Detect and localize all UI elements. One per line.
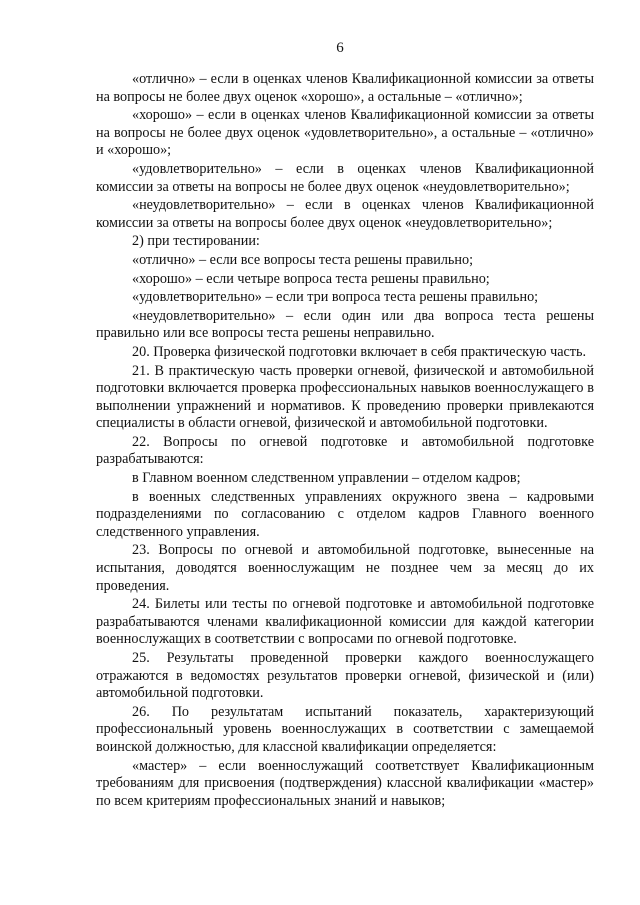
paragraph-grade-unsatisfactory-commission: «неудовлетворительно» – если в оценках членов Квалификационной комиссии за ответы на вопросы более двух оценок «неудовлетворительно»; [96,197,594,231]
paragraph-item-22-main-office: в Главном военном следственном управлении – отделом кадров; [132,470,521,487]
paragraph-item-26: 26. По результатам испытаний показатель, характеризующий профессиональный уровень военнослужащих в соответствии с замещаемой воинской должностью, для классной квалификации определяется: [96,703,594,755]
paragraph-testing-heading: 2) при тестировании: [132,233,260,250]
paragraph-master-criteria: «мастер» – если военнослужащий соответствует Квалификационным требованиям для присвоения (подтверждения) классной квалификации «мастер» по всем критериям профессиональных знаний и навыков; [96,757,594,809]
paragraph-grade-good-commission: «хорошо» – если в оценках членов Квалификационной комиссии за ответы на вопросы не более двух оценок «удовлетворительно», а остальные – «отлично» и «хорошо»; [96,107,594,159]
paragraph-grade-satisfactory-commission: «удовлетворительно» – если в оценках членов Квалификационной комиссии за ответы на вопросы не более двух оценок «неудовлетворительно»; [96,160,594,195]
paragraph-item-24: 24. Билеты или тесты по огневой подготовке и автомобильной подготовке разрабатываются членами квалификационной комиссии для каждой категории военнослужащих в соответствии с вопросами по огневой подготовке. [96,596,594,648]
paragraph-test-satisfactory: «удовлетворительно» – если три вопроса теста решены правильно; [132,289,539,306]
paragraph-test-good: «хорошо» – если четыре вопроса теста решены правильно; [132,270,490,287]
paragraph-item-25: 25. Результаты проведенной проверки каждого военнослужащего отражаются в ведомостях результатов проверки огневой, физической и (или) автомобильной подготовки. [96,650,594,702]
paragraph-test-excellent: «отлично» – если все вопросы теста решены правильно; [132,251,474,268]
paragraph-item-21: 21. В практическую часть проверки огневой, физической и автомобильной подготовки включается проверка профессиональных навыков военнослужащего в выполнении упражнений и нормативов. К проведению проверки привлекаются специалисты в области огневой, физической и автомобильной подготовки. [96,362,594,432]
paragraph-test-unsatisfactory: «неудовлетворительно» – если один или два вопроса теста решены правильно или все вопросы теста решены неправильно. [96,307,594,342]
paragraph-item-23: 23. Вопросы по огневой и автомобильной подготовке, вынесенные на испытания, доводятся военнослужащим не позднее чем за месяц до их проведения. [96,542,594,594]
paragraph-item-22: 22. Вопросы по огневой подготовке и автомобильной подготовке разрабатываются: [96,433,594,468]
paragraph-grade-excellent-commission: «отлично» – если в оценках членов Квалификационной комиссии за ответы на вопросы не более двух оценок «хорошо», а остальные – «отлично»; [96,71,594,105]
paragraph-item-20: 20. Проверка физической подготовки включает в себя практическую часть. [132,343,587,360]
document-body [96,71,594,810]
paragraph-item-22-district: в военных следственных управлениях окружного звена – кадровыми подразделениями по согласованию с отделом кадров Главного военного следственного управления. [96,488,594,540]
page-number: 6 [336,40,344,56]
